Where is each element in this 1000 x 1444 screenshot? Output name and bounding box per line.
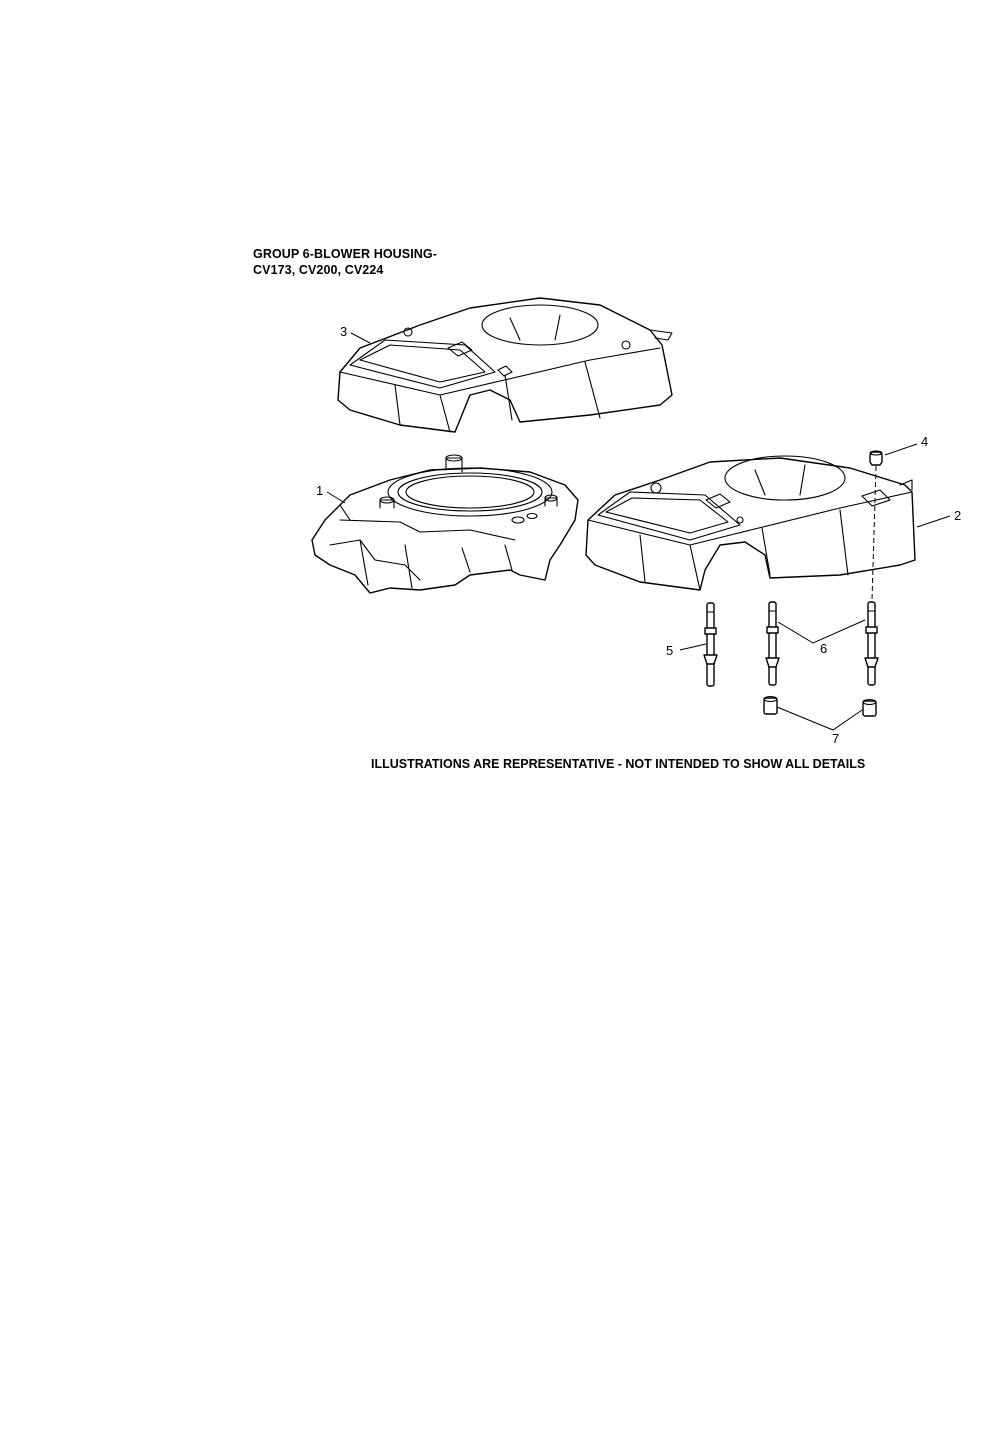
callout-1: 1 — [316, 483, 324, 498]
part-6-stud-left[interactable] — [766, 602, 779, 685]
part-7-spacer-right[interactable] — [863, 700, 876, 717]
diagram-title-line-2: CV173, CV200, CV224 — [253, 263, 384, 277]
part-7-spacer-left[interactable] — [764, 697, 777, 715]
leader-line-7 — [777, 707, 862, 730]
leader-line-1 — [327, 492, 345, 503]
part-6-stud-right[interactable] — [865, 602, 878, 685]
part-2-blower-housing[interactable] — [586, 456, 915, 590]
disclaimer-text: ILLUSTRATIONS ARE REPRESENTATIVE - NOT INTENDED TO SHOW ALL DETAILS — [371, 757, 866, 771]
callout-5: 5 — [666, 643, 674, 658]
leader-line-3 — [351, 333, 370, 343]
leader-line-5 — [680, 644, 706, 650]
diagram-title-line-1: GROUP 6-BLOWER HOUSING- — [253, 247, 438, 261]
part-4-nut[interactable] — [870, 451, 882, 465]
callout-4: 4 — [921, 434, 929, 449]
callout-2: 2 — [954, 508, 962, 523]
leader-line-2 — [917, 516, 950, 527]
leader-line-4 — [885, 444, 917, 455]
callout-3: 3 — [340, 324, 348, 339]
callout-6: 6 — [820, 641, 828, 656]
callout-7: 7 — [832, 731, 840, 746]
part-1-blower-housing-base[interactable] — [312, 455, 578, 593]
leader-line-6 — [778, 620, 865, 643]
part-3-blower-housing-shroud[interactable] — [338, 298, 672, 432]
